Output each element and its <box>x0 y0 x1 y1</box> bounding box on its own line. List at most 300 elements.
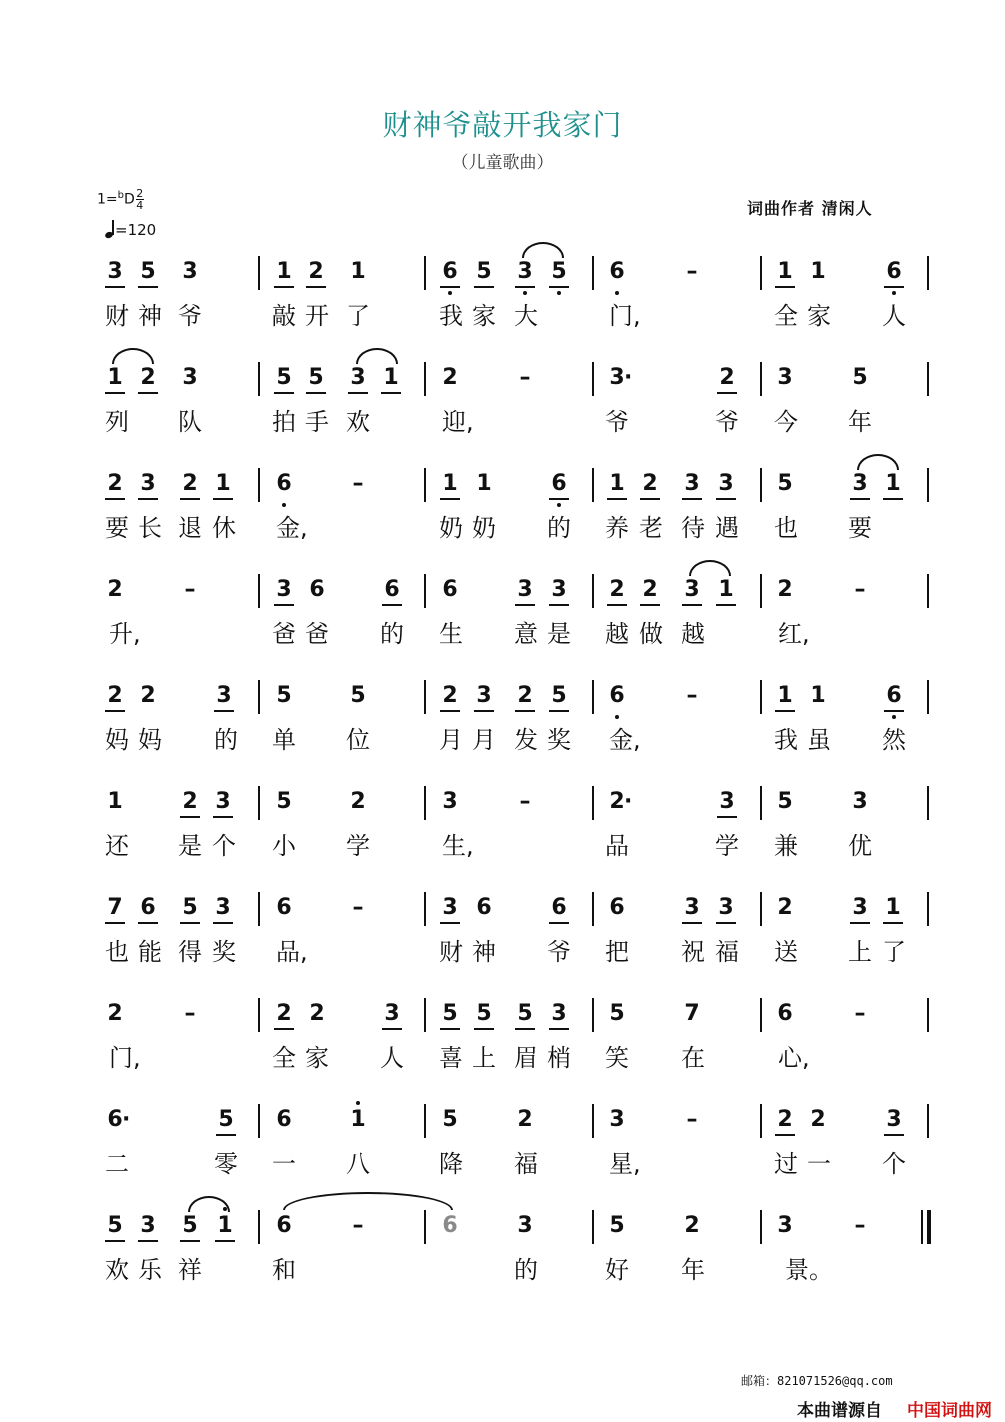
note: 3 <box>471 682 497 710</box>
lyric: 二 <box>105 1150 129 1178</box>
lyric: 敲 <box>272 302 296 330</box>
lyric: 降 <box>439 1150 463 1178</box>
note: 1 <box>880 894 906 922</box>
lyric: 是 <box>178 832 202 860</box>
bar-line <box>424 1104 426 1138</box>
bar-line <box>927 362 929 396</box>
lyric: 送 <box>774 938 798 966</box>
lyric: 拍 <box>272 408 296 436</box>
bar-line <box>592 574 594 608</box>
lyric: 优 <box>848 832 872 860</box>
note: – <box>519 365 531 390</box>
note: – <box>184 577 196 602</box>
score-row-5 <box>0 682 1005 777</box>
note: 2 <box>604 576 630 604</box>
note: 3 <box>345 364 371 392</box>
bar-line <box>258 468 260 502</box>
lyric: 把 <box>605 938 629 966</box>
lyric: 家 <box>305 1044 329 1072</box>
lyric: 的 <box>214 726 238 754</box>
bar-line <box>760 998 762 1032</box>
note: 3 <box>714 788 740 816</box>
note: 2 <box>303 258 329 286</box>
lyric: 也 <box>105 938 129 966</box>
score-row-6 <box>0 788 1005 883</box>
lyric: 金, <box>609 726 641 754</box>
note: 1 <box>713 576 739 604</box>
note: 6 <box>135 894 161 922</box>
lyric: 发 <box>514 726 538 754</box>
note: – <box>352 471 364 496</box>
bar-line <box>760 256 762 290</box>
song-subtitle: （儿童歌曲） <box>451 153 554 173</box>
bar-line <box>592 468 594 502</box>
note: 2 <box>637 576 663 604</box>
note: 7 <box>102 894 128 922</box>
note: 1 <box>772 682 798 710</box>
note: 2 <box>102 470 128 498</box>
note: 3 <box>271 576 297 604</box>
note: 1 <box>102 364 128 392</box>
note: 2 <box>177 788 203 816</box>
note: 6 <box>309 577 325 602</box>
note: 5 <box>609 1213 625 1238</box>
lyric: 乐 <box>138 1256 162 1284</box>
note: 1 <box>350 259 366 284</box>
lyric: 小 <box>272 832 296 860</box>
lyric: 队 <box>178 408 202 436</box>
note: 3 <box>609 365 625 390</box>
lyric: 品 <box>605 832 629 860</box>
lyric: 和 <box>272 1256 296 1284</box>
bar-line <box>927 1104 929 1138</box>
lyric: 迎, <box>442 408 474 436</box>
lyric: 神 <box>472 938 496 966</box>
note: 2 <box>350 789 366 814</box>
dot-mark: · <box>624 365 633 390</box>
note: 2 <box>777 577 793 602</box>
bar-line <box>927 892 929 926</box>
lyric: 妈 <box>105 726 129 754</box>
note: 6 <box>546 894 572 922</box>
note: 3 <box>512 576 538 604</box>
note: 3 <box>679 894 705 922</box>
note: 2 <box>140 683 156 708</box>
note: – <box>854 1213 866 1238</box>
flat-sign: b <box>117 189 124 201</box>
note: 3 <box>517 1213 533 1238</box>
note: 6 <box>276 1213 292 1238</box>
lyric: 开 <box>305 302 329 330</box>
score-row-7 <box>0 894 1005 989</box>
note: 3 <box>379 1000 405 1028</box>
note: – <box>854 577 866 602</box>
note: 3 <box>442 789 458 814</box>
lyric: 个 <box>882 1150 906 1178</box>
note: 1 <box>880 470 906 498</box>
note: – <box>352 1213 364 1238</box>
bar-line <box>258 1210 260 1244</box>
bar-line <box>760 468 762 502</box>
bar-line <box>760 1104 762 1138</box>
note: 1 <box>107 789 123 814</box>
lyric: 福 <box>715 938 739 966</box>
lyric: 奖 <box>547 726 571 754</box>
lyric: 财 <box>105 302 129 330</box>
key-prefix: 1= <box>97 191 118 208</box>
bar-line <box>760 892 762 926</box>
note: 5 <box>777 471 793 496</box>
note: 3 <box>881 1106 907 1134</box>
note: 6 <box>107 1107 123 1132</box>
note: 3 <box>102 258 128 286</box>
note: 5 <box>276 789 292 814</box>
note: 3 <box>135 1212 161 1240</box>
lyric: 位 <box>346 726 370 754</box>
quarter-note-icon <box>105 220 115 238</box>
bar-line <box>258 998 260 1032</box>
note: – <box>854 1001 866 1026</box>
lyric: 八 <box>346 1150 370 1178</box>
score-row-2 <box>0 364 1005 459</box>
note: 5 <box>442 1107 458 1132</box>
lyric: 一 <box>272 1150 296 1178</box>
key-signature <box>97 188 144 211</box>
lyric: 奶 <box>472 514 496 542</box>
note: 5 <box>471 1000 497 1028</box>
key-note: D <box>124 191 135 208</box>
lyric: 单 <box>272 726 296 754</box>
lyric: 爷 <box>605 408 629 436</box>
note: 3 <box>847 470 873 498</box>
note: 1 <box>345 1106 371 1134</box>
note: 3 <box>713 470 739 498</box>
lyric: 月 <box>472 726 496 754</box>
site-link[interactable]: 中国词曲网 <box>907 1401 992 1421</box>
bar-line <box>760 1210 762 1244</box>
note: – <box>352 895 364 920</box>
bar-line <box>592 1104 594 1138</box>
bar-line <box>927 786 929 820</box>
lyric: 品, <box>276 938 308 966</box>
lyric: 上 <box>848 938 872 966</box>
note: 1 <box>810 683 826 708</box>
bar-line <box>258 362 260 396</box>
lyric: 了 <box>346 302 370 330</box>
lyric: 我 <box>774 726 798 754</box>
note: 2 <box>442 365 458 390</box>
note: 3 <box>135 470 161 498</box>
note: – <box>686 1107 698 1132</box>
lyric: 手 <box>305 408 329 436</box>
bar-line <box>927 256 929 290</box>
note: 6 <box>442 1213 458 1238</box>
bar-line <box>424 786 426 820</box>
lyric: 爷 <box>178 302 202 330</box>
note: 2 <box>437 682 463 710</box>
lyric: 能 <box>138 938 162 966</box>
note: 5 <box>350 683 366 708</box>
lyric: 养 <box>605 514 629 542</box>
note: – <box>686 683 698 708</box>
note: 5 <box>546 258 572 286</box>
note: 6 <box>271 470 297 498</box>
time-top: 2 <box>136 187 144 200</box>
note: 6 <box>604 258 630 286</box>
lyric: 退 <box>178 514 202 542</box>
score-row-1 <box>0 258 1005 353</box>
note: 5 <box>303 364 329 392</box>
bar-line <box>592 362 594 396</box>
lyric: 了 <box>882 938 906 966</box>
note: 6 <box>379 576 405 604</box>
bar-line <box>258 1104 260 1138</box>
lyric: 梢 <box>547 1044 571 1072</box>
note: – <box>519 789 531 814</box>
lyric: 做 <box>639 620 663 648</box>
time-signature <box>136 188 144 211</box>
lyric: 过 <box>774 1150 798 1178</box>
lyric: 在 <box>681 1044 705 1072</box>
note: 6 <box>881 682 907 710</box>
lyric: 景。 <box>785 1256 833 1284</box>
bar-line <box>760 574 762 608</box>
note: 1 <box>210 470 236 498</box>
tempo-marking <box>105 220 156 239</box>
note: 2 <box>309 1001 325 1026</box>
bar-line <box>258 574 260 608</box>
note: 5 <box>777 789 793 814</box>
note: 1 <box>378 364 404 392</box>
lyric: 星, <box>609 1150 641 1178</box>
lyric: 老 <box>639 514 663 542</box>
lyric: 爸 <box>305 620 329 648</box>
note: 3 <box>546 576 572 604</box>
bar-line <box>592 256 594 290</box>
lyric: 是 <box>547 620 571 648</box>
note: 6 <box>276 1107 292 1132</box>
lyric: 还 <box>105 832 129 860</box>
note: 1 <box>604 470 630 498</box>
lyric: 学 <box>346 832 370 860</box>
lyric: 个 <box>212 832 236 860</box>
note: 3 <box>210 894 236 922</box>
note: 5 <box>546 682 572 710</box>
score-row-8 <box>0 1000 1005 1095</box>
note: 7 <box>684 1001 700 1026</box>
lyric: 我 <box>439 302 463 330</box>
note: 3 <box>847 894 873 922</box>
note: 2 <box>135 364 161 392</box>
lyric: 爷 <box>547 938 571 966</box>
note: 3 <box>211 682 237 710</box>
note: 2 <box>102 682 128 710</box>
lyric: 好 <box>605 1256 629 1284</box>
note: 2 <box>810 1107 826 1132</box>
lyric: 的 <box>514 1256 538 1284</box>
lyric: 奖 <box>212 938 236 966</box>
lyric: 爷 <box>715 408 739 436</box>
score-row-9 <box>0 1106 1005 1201</box>
bar-line <box>927 998 929 1032</box>
note: 2 <box>271 1000 297 1028</box>
composer-credit: 词曲作者 清闲人 <box>747 199 873 218</box>
note: 3 <box>777 1213 793 1238</box>
lyric: 福 <box>514 1150 538 1178</box>
bar-line <box>760 786 762 820</box>
note: 5 <box>102 1212 128 1240</box>
bar-line <box>592 998 594 1032</box>
lyric: 年 <box>848 408 872 436</box>
note: 2 <box>714 364 740 392</box>
note: 3 <box>182 259 198 284</box>
note: 5 <box>177 1212 203 1240</box>
lyric: 零 <box>214 1150 238 1178</box>
note: 1 <box>212 1212 238 1240</box>
note: 6 <box>777 1001 793 1026</box>
note: 3 <box>713 894 739 922</box>
bar-line <box>592 680 594 714</box>
lyric: 然 <box>882 726 906 754</box>
note: 6 <box>437 258 463 286</box>
lyric: 全 <box>272 1044 296 1072</box>
lyric: 祥 <box>178 1256 202 1284</box>
note: 3 <box>609 1107 625 1132</box>
lyric: 门, <box>109 1044 141 1072</box>
note: 3 <box>546 1000 572 1028</box>
bar-line <box>592 892 594 926</box>
note: 3 <box>852 789 868 814</box>
bar-line <box>592 1210 594 1244</box>
bar-line <box>258 680 260 714</box>
lyric: 红, <box>778 620 810 648</box>
lyric: 今 <box>774 408 798 436</box>
bar-line <box>424 998 426 1032</box>
note: 1 <box>476 471 492 496</box>
bar-line <box>424 680 426 714</box>
bar-line <box>927 468 929 502</box>
note: – <box>184 1001 196 1026</box>
bar-line <box>921 1210 923 1244</box>
note: 5 <box>276 683 292 708</box>
lyric: 妈 <box>138 726 162 754</box>
note: 2 <box>512 682 538 710</box>
lyric: 年 <box>681 1256 705 1284</box>
note: 3 <box>679 576 705 604</box>
tempo-value: =120 <box>115 221 157 239</box>
tie-arc <box>522 242 564 258</box>
bar-line <box>592 786 594 820</box>
note: 2 <box>772 1106 798 1134</box>
note: 5 <box>852 365 868 390</box>
bar-line <box>927 1210 931 1244</box>
lyric: 月 <box>439 726 463 754</box>
bar-line <box>424 1210 426 1244</box>
note: 5 <box>213 1106 239 1134</box>
note: 5 <box>437 1000 463 1028</box>
lyric: 要 <box>848 514 872 542</box>
note: 3 <box>512 258 538 286</box>
note: 6 <box>476 895 492 920</box>
lyric: 要 <box>105 514 129 542</box>
lyric: 人 <box>380 1044 404 1072</box>
bar-line <box>424 574 426 608</box>
lyric: 越 <box>681 620 705 648</box>
score-row-3 <box>0 470 1005 565</box>
lyric: 升, <box>109 620 141 648</box>
note: 5 <box>271 364 297 392</box>
lyric: 长 <box>138 514 162 542</box>
bar-line <box>424 468 426 502</box>
note: 6 <box>881 258 907 286</box>
note: 1 <box>437 470 463 498</box>
dot-mark: · <box>624 789 633 814</box>
bar-line <box>760 362 762 396</box>
bar-line <box>258 786 260 820</box>
note: 5 <box>471 258 497 286</box>
lyric: 财 <box>439 938 463 966</box>
lyric: 大 <box>514 302 538 330</box>
bar-line <box>927 574 929 608</box>
note: 2 <box>684 1213 700 1238</box>
lyric: 人 <box>882 302 906 330</box>
lyric: 意 <box>514 620 538 648</box>
bar-line <box>760 680 762 714</box>
lyric: 兼 <box>774 832 798 860</box>
note: 2 <box>107 1001 123 1026</box>
note: 2 <box>517 1107 533 1132</box>
note: 2 <box>107 577 123 602</box>
note: 2 <box>637 470 663 498</box>
note: 1 <box>772 258 798 286</box>
lyric: 爸 <box>272 620 296 648</box>
lyric: 心, <box>778 1044 810 1072</box>
note: 3 <box>679 470 705 498</box>
lyric: 虽 <box>807 726 831 754</box>
lyric: 家 <box>807 302 831 330</box>
bar-line <box>927 680 929 714</box>
note: – <box>686 259 698 284</box>
lyric: 生 <box>439 620 463 648</box>
lyric: 金, <box>276 514 308 542</box>
bar-line <box>424 362 426 396</box>
bar-line <box>258 892 260 926</box>
note: 3 <box>210 788 236 816</box>
note: 5 <box>512 1000 538 1028</box>
lyric: 上 <box>472 1044 496 1072</box>
lyric: 祝 <box>681 938 705 966</box>
note: 5 <box>135 258 161 286</box>
note: 2 <box>177 470 203 498</box>
score-row-4 <box>0 576 1005 671</box>
contact-email: 邮箱：821071526@qq.com <box>741 1374 893 1388</box>
lyric: 笑 <box>605 1044 629 1072</box>
lyric: 喜 <box>439 1044 463 1072</box>
lyric: 的 <box>380 620 404 648</box>
lyric: 全 <box>774 302 798 330</box>
bar-line <box>258 256 260 290</box>
note: 6 <box>609 895 625 920</box>
note: 6 <box>276 895 292 920</box>
lyric: 眉 <box>514 1044 538 1072</box>
note: 5 <box>609 1001 625 1026</box>
note: 1 <box>810 259 826 284</box>
note: 6 <box>442 577 458 602</box>
bar-line <box>424 892 426 926</box>
lyric: 一 <box>807 1150 831 1178</box>
lyric: 越 <box>605 620 629 648</box>
time-bottom: 4 <box>136 199 144 212</box>
